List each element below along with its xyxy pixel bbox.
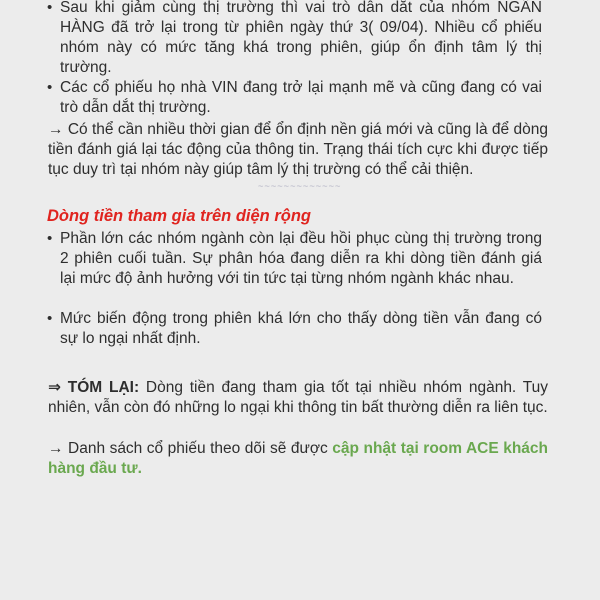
bullet-dot: • [47, 79, 53, 96]
arrow-paragraph: → Có thể cần nhiều thời gian để ổn định nền giá mới và cũng là để dòng tiền đánh giá lại tác động của thông tin. Trạng thái tích cực khi được tiếp tục duy trì tại nhóm này giúp tâm lý thị trường có thể cải thiện. [48, 121, 548, 178]
watermark: ~~~~~~~~~~~~~ [258, 182, 342, 192]
bullet-text: Các cổ phiếu họ nhà VIN đang trở lại mạnh mẽ và cũng đang có vai trò dẫn dắt thị trường. [60, 79, 542, 116]
section-heading: Dòng tiền tham gia trên diện rộng [47, 207, 311, 225]
list-item [47, 0, 542, 78]
list-item [47, 309, 542, 349]
bullet-text: Mức biến động trong phiên khá lớn cho thấy dòng tiền vẫn đang có sự lo ngại nhất định. [60, 310, 542, 347]
final-paragraph [48, 439, 548, 479]
final-prefix: → Danh sách cổ phiếu theo dõi sẽ được [48, 440, 333, 457]
summary-paragraph [48, 378, 548, 418]
bullet-dot: • [47, 0, 53, 16]
bullet-dot: • [47, 310, 53, 327]
summary-text: Dòng tiền đang tham gia tốt tại nhiều nhóm ngành. Tuy nhiên, vẫn còn đó những lo ngại khi thông tin bất thường diễn ra liên tục. [48, 379, 548, 416]
bullet-text: Phần lớn các nhóm ngành còn lại đều hồi phục cùng thị trường trong 2 phiên cuối tuần. Sự phân hóa đang diễn ra khi dòng tiền đánh giá lại mức độ ảnh hưởng với tin tức tại từng nhóm ngành khác nhau. [60, 230, 542, 287]
list-item [47, 229, 542, 289]
summary-label: ⇒ TÓM LẠI: [48, 379, 140, 396]
highlight-text: cập nhật tại room ACE khách hàng đầu tư. [48, 440, 548, 477]
list-item [47, 78, 542, 118]
bullet-dot: • [47, 230, 53, 247]
bullet-text: Sau khi giảm cùng thị trường thì vai trò dẫn dắt của nhóm NGÂN HÀNG đã trở lại trong từ phiên ngày thứ 3( 09/04). Nhiều cổ phiếu nhóm này có mức tăng khá trong phiên, giúp ổn định tâm lý thị trường. [60, 0, 542, 76]
